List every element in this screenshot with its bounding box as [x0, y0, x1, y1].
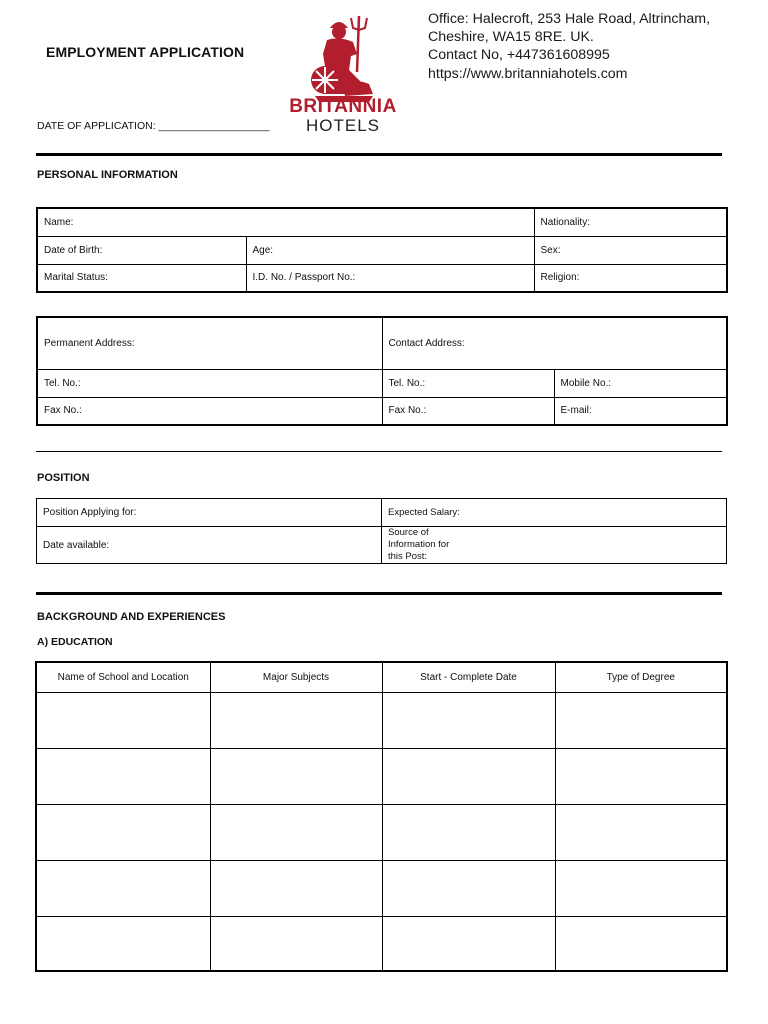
- office-contact-block: [428, 10, 710, 83]
- table-cell[interactable]: [555, 916, 727, 971]
- background-heading: BACKGROUND AND EXPERIENCES: [37, 611, 226, 623]
- table-row: [36, 748, 727, 804]
- logo-sub: HOTELS: [305, 116, 381, 135]
- office-website-link[interactable]: https://www.britanniahotels.com: [428, 65, 628, 82]
- table-cell[interactable]: [210, 916, 382, 971]
- position-heading: POSITION: [37, 472, 90, 484]
- education-table: [35, 661, 728, 972]
- id-passport-field[interactable]: I.D. No. / Passport No.:: [246, 264, 534, 292]
- column-header-dates: Start - Complete Date: [382, 662, 555, 692]
- table-cell[interactable]: [382, 916, 555, 971]
- column-header-degree: Type of Degree: [555, 662, 727, 692]
- table-cell[interactable]: [36, 916, 210, 971]
- table-cell[interactable]: [382, 804, 555, 860]
- position-applying-field[interactable]: Position Applying for:: [37, 499, 382, 527]
- office-line: Office: Halecroft, 253 Hale Road, Altrincham,: [428, 11, 711, 27]
- table-cell[interactable]: [382, 692, 555, 748]
- date-of-birth-field[interactable]: Date of Birth:: [37, 236, 246, 264]
- column-header-school: Name of School and Location: [36, 662, 210, 692]
- britannia-hotels-logo: [281, 10, 405, 140]
- source-of-information-field[interactable]: [382, 527, 727, 564]
- table-cell[interactable]: [210, 748, 382, 804]
- permanent-tel-field[interactable]: Tel. No.:: [37, 369, 382, 397]
- email-field[interactable]: E-mail:: [554, 397, 727, 425]
- age-field[interactable]: Age:: [246, 236, 534, 264]
- table-cell[interactable]: [555, 748, 727, 804]
- table-row: [36, 916, 727, 971]
- page-title: EMPLOYMENT APPLICATION: [46, 44, 245, 60]
- table-cell[interactable]: [210, 860, 382, 916]
- address-table: [36, 316, 728, 426]
- permanent-fax-field[interactable]: Fax No.:: [37, 397, 382, 425]
- office-line: Cheshire, WA15 8RE. UK.: [428, 29, 594, 46]
- contact-address-field[interactable]: Contact Address:: [382, 317, 727, 369]
- divider: [36, 153, 722, 156]
- divider: [36, 592, 722, 595]
- expected-salary-field[interactable]: Expected Salary:: [382, 499, 727, 527]
- table-cell[interactable]: [36, 860, 210, 916]
- table-cell[interactable]: [36, 692, 210, 748]
- table-row: [36, 860, 727, 916]
- marital-status-field[interactable]: Marital Status:: [37, 264, 246, 292]
- personal-information-heading: PERSONAL INFORMATION: [37, 169, 178, 181]
- table-cell[interactable]: [36, 748, 210, 804]
- date-of-application-field[interactable]: DATE OF APPLICATION: ___________________: [37, 120, 270, 132]
- divider: [36, 451, 722, 452]
- name-field[interactable]: Name:: [37, 208, 534, 236]
- table-cell[interactable]: [210, 804, 382, 860]
- religion-field[interactable]: Religion:: [534, 264, 727, 292]
- table-cell[interactable]: [555, 860, 727, 916]
- office-line: Contact No, +447361608995: [428, 47, 610, 64]
- table-cell[interactable]: [555, 804, 727, 860]
- date-available-field[interactable]: Date available:: [37, 527, 382, 564]
- permanent-address-field[interactable]: Permanent Address:: [37, 317, 382, 369]
- nationality-field[interactable]: Nationality:: [534, 208, 727, 236]
- table-cell[interactable]: [555, 692, 727, 748]
- table-cell[interactable]: [382, 860, 555, 916]
- contact-fax-field[interactable]: Fax No.:: [382, 397, 554, 425]
- table-row: [36, 692, 727, 748]
- mobile-field[interactable]: Mobile No.:: [554, 369, 727, 397]
- education-heading: A) EDUCATION: [37, 636, 113, 648]
- table-row: [36, 804, 727, 860]
- logo-name: BRITANNIA: [289, 96, 397, 117]
- contact-tel-field[interactable]: Tel. No.:: [382, 369, 554, 397]
- table-cell[interactable]: [36, 804, 210, 860]
- source-label: Source of Information for this Post:: [388, 527, 450, 562]
- sex-field[interactable]: Sex:: [534, 236, 727, 264]
- table-cell[interactable]: [382, 748, 555, 804]
- position-table: [36, 498, 727, 564]
- personal-information-table: [36, 207, 728, 293]
- table-cell[interactable]: [210, 692, 382, 748]
- column-header-subjects: Major Subjects: [210, 662, 382, 692]
